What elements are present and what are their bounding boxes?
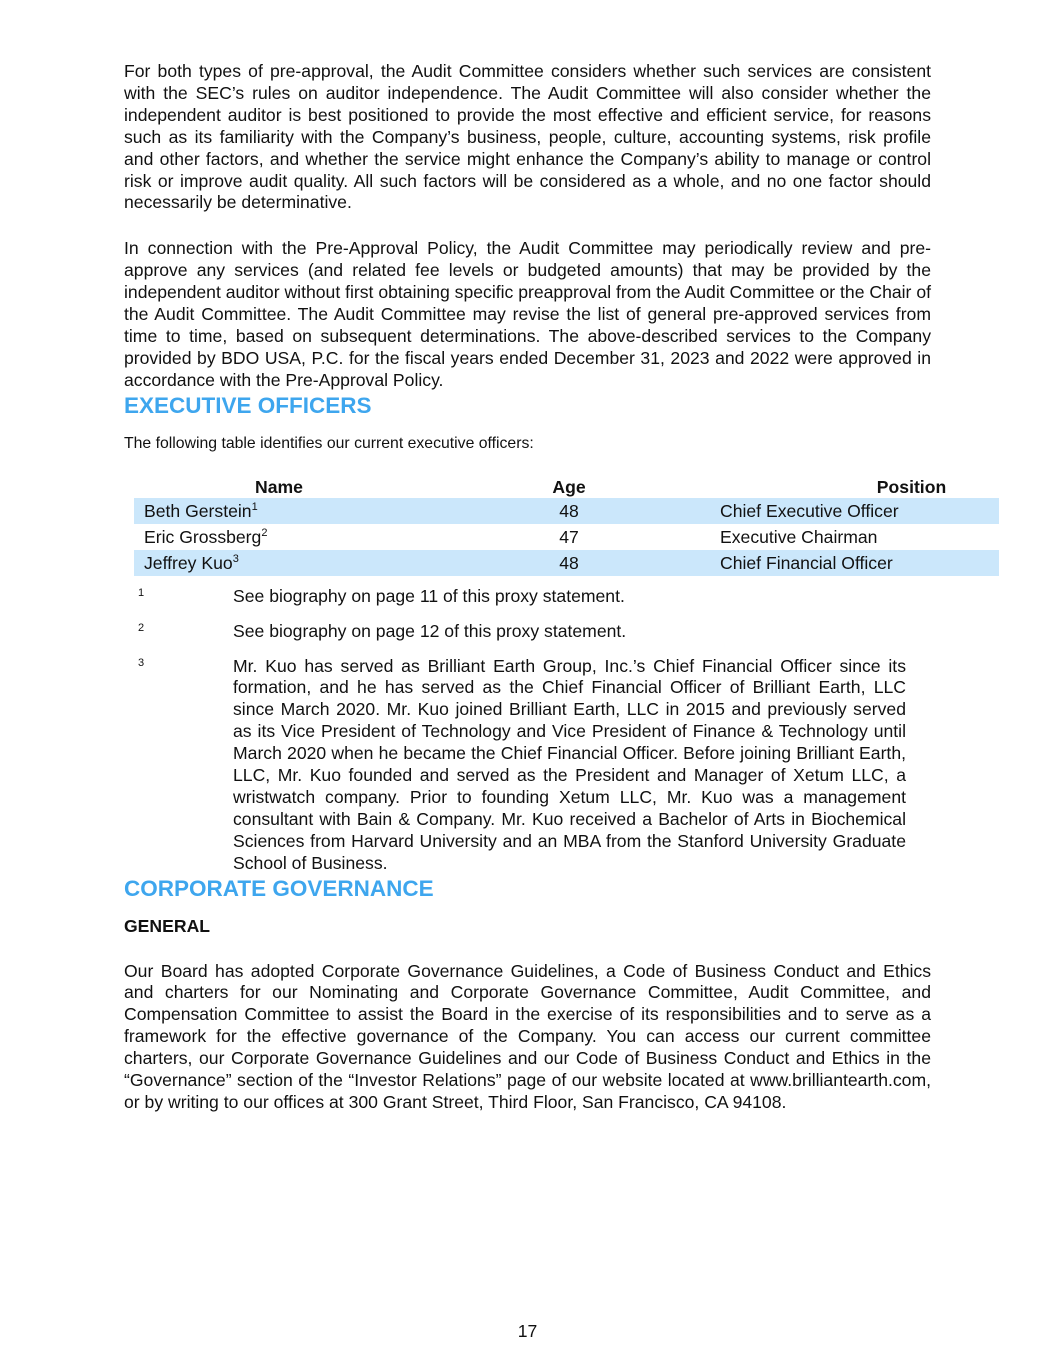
officer-name: Eric Grossberg [144, 526, 262, 547]
position-column-header: Position [876, 476, 947, 497]
corporate-governance-heading: CORPORATE GOVERNANCE [124, 875, 434, 901]
officer-position: Chief Executive Officer [714, 498, 999, 524]
footnote-ref: 2 [261, 526, 268, 539]
officer-position: Executive Chairman [720, 526, 878, 547]
footnotes [124, 586, 931, 875]
footnote-marker: 1 [138, 586, 145, 599]
page-content [124, 61, 947, 1114]
footnote-text: See biography on page 12 of this proxy statement. [233, 620, 627, 641]
officer-name: Jeffrey Kuo [144, 552, 233, 573]
footnote-marker: 3 [138, 656, 145, 669]
table-row [134, 550, 999, 576]
governance-paragraph: Our Board has adopted Corporate Governance Guidelines, a Code of Business Conduct and Ethics and charters for our Nominating and Corporate Governance Committee, Audit Committee, and Compensation Committee to assist the Board in the exercise of its responsibilities and to serve as a framework for the effective governance of the Company. You can access our current committee charters, our Corporate Governance Guidelines and our Code of Business Conduct and Ethics in the “Governance” section of the “Investor Relations” page of our website located at www.brilliantearth.com, or by writing to our offices at 300 Grant Street, Third Floor, San Francisco, CA 94108. [124, 960, 931, 1112]
footnote [124, 656, 931, 875]
table-row [134, 498, 999, 524]
page-number: 17 [517, 1321, 538, 1341]
footnote-text: See biography on page 11 of this proxy statement. [233, 585, 625, 606]
footnote [124, 586, 931, 608]
officer-name: Beth Gerstein [144, 500, 252, 521]
executive-officers-heading: EXECUTIVE OFFICERS [124, 392, 372, 418]
executive-officers-table [134, 476, 999, 576]
officer-position: Chief Financial Officer [714, 550, 999, 576]
officer-age: 48 [424, 550, 714, 576]
footnote-marker: 2 [138, 621, 145, 634]
name-column-header: Name [255, 476, 303, 497]
footnote-text: Mr. Kuo has served as Brilliant Earth Group, Inc.’s Chief Financial Officer since its formation, and he has served as the Chief Financial Officer of Brilliant Earth, LLC since March 2020. Mr. Kuo joined Brilliant Earth, LLC in 2015 and previously served as its Vice President of Technology and Vice President of Finance & Technology until March 2020 when he became the Chief Financial Officer. Before joining Brilliant Earth, LLC, Mr. Kuo founded and served as the President and Manager of Xetum LLC, a wristwatch company. Prior to founding Xetum LLC, Mr. Kuo was a management consultant with Bain & Company. Mr. Kuo received a Bachelor of Arts in Biochemical Sciences from Harvard University and an MBA from the Stanford University Graduate School of Business. [233, 655, 906, 873]
officer-name-cell [134, 498, 424, 524]
age-column-header: Age [552, 476, 586, 497]
executive-officers-intro: The following table identifies our current executive officers: [124, 434, 534, 452]
officer-name-cell [134, 524, 424, 550]
preapproval-paragraph-1: For both types of pre-approval, the Audit Committee considers whether such services are consistent with the SEC’s rules on auditor independence. The Audit Committee will also consider whether the independent auditor is best positioned to provide the most effective and efficient service, for reasons such as its familiarity with the Company’s business, people, culture, accounting systems, risk profile and other factors, and whether the service might enhance the Company’s ability to manage or control risk or improve audit quality. All such factors will be considered as a whole, and no one factor should necessarily be determinative. [124, 61, 931, 213]
officer-name-cell [134, 550, 424, 576]
table-header-row [134, 476, 999, 498]
footnote-ref: 1 [251, 500, 258, 513]
footnote-ref: 3 [232, 552, 239, 565]
general-subheading: GENERAL [124, 915, 211, 936]
footnote [124, 621, 931, 643]
table-row [134, 524, 999, 550]
officer-age: 47 [559, 526, 579, 547]
preapproval-paragraph-2: In connection with the Pre-Approval Policy, the Audit Committee may periodically review and pre-approve any services (and related fee levels or budgeted amounts) that may be provided by the independent auditor without first obtaining specific preapproval from the Audit Committee or the Chair of the Audit Committee. The Audit Committee may revise the list of general pre-approved services from time to time, based on subsequent determinations. The above-described services to the Company provided by BDO USA, P.C. for the fiscal years ended December 31, 2023 and 2022 were approved in accordance with the Pre-Approval Policy. [124, 238, 931, 390]
officer-age: 48 [424, 498, 714, 524]
